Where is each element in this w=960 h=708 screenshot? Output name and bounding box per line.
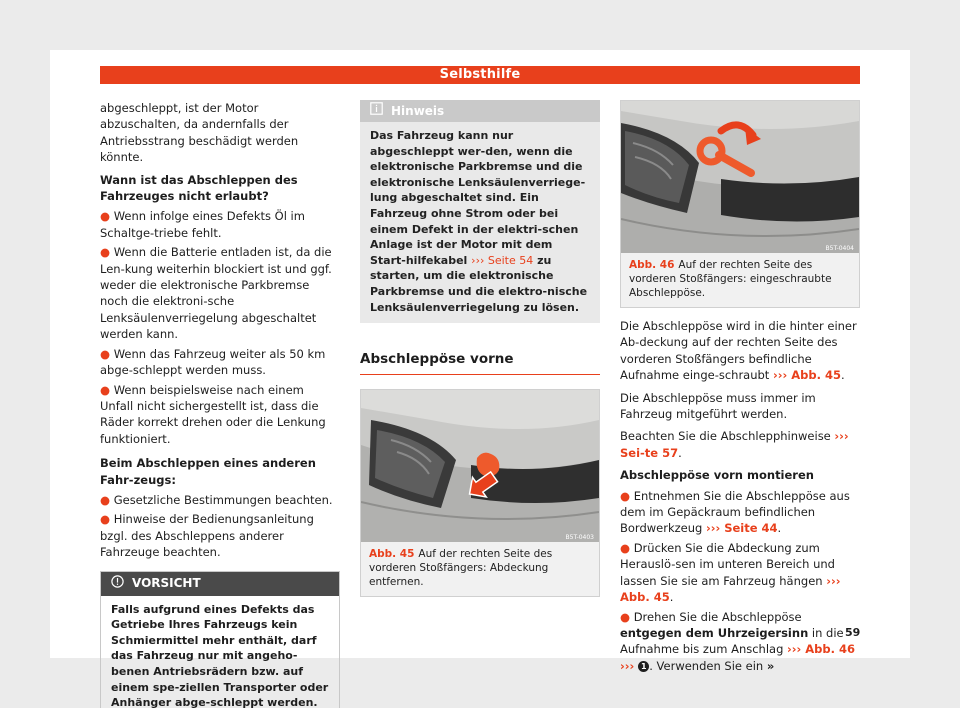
note-header xyxy=(360,100,600,122)
bullet-icon: ● xyxy=(620,540,634,555)
page-reference-link[interactable]: ››› Sei-te 57 xyxy=(620,429,849,460)
towing-eye-illustration xyxy=(621,101,859,253)
subheading: Abschleppöse vorn montieren xyxy=(620,468,814,483)
figure-label: Abb. 45 xyxy=(369,547,415,560)
warning-circle-icon xyxy=(111,575,124,592)
callout-reference-link[interactable]: ››› 1 xyxy=(620,659,649,673)
list-item: ● Wenn beispielsweise nach einem Unfall nicht sichergestellt ist, dass die Räder korrekt drehen oder die Lenkung funktioniert. xyxy=(100,382,326,446)
callout-1-icon: 1 xyxy=(638,661,649,672)
section-title: Abschleppöse vorne xyxy=(360,351,600,374)
list-item: ● Wenn die Batterie entladen ist, da die Len-kung weiterhin blockiert ist und ggf. weder die elektronische Parkbremse noch die elektroni-sche Lenksäulenverriegelung abgeschaltet werden kann. xyxy=(100,245,332,342)
figure-reference-link[interactable]: ››› Abb. 46 xyxy=(787,642,856,657)
bullet-icon: ● xyxy=(100,492,114,507)
figure-45 xyxy=(360,389,600,597)
note-box xyxy=(360,100,600,323)
bullet-icon: ● xyxy=(620,488,634,503)
paragraph: Die Abschleppöse wird in die hinter einer Ab-deckung auf der rechten Seite des vorderen Stoßfängers befindliche Aufnahme einge-schraubt ››› Abb. 45. xyxy=(620,319,857,383)
bullet-icon: ● xyxy=(100,209,114,224)
figure-code: B5T-0403 xyxy=(565,533,594,541)
list-item: ● Entnehmen Sie die Abschleppöse aus dem im Gepäckraum befindlichen Bordwerkzeug ››› Seite 44. xyxy=(620,488,850,536)
caution-text: Falls aufgrund eines Defekts das Getriebe Ihres Fahrzeugs kein Schmiermittel mehr enthält, darf das Fahrzeug nur mit angeho-benen Antriebsrädern bzw. auf einem spe-ziellen Transporter oder Anhänger abge-schleppt werden. xyxy=(111,602,329,708)
list-item: ● Wenn infolge eines Defekts Öl im Schaltge-triebe fehlt. xyxy=(100,209,305,240)
paragraph: abgeschleppt, ist der Motor abzuschalten, da andernfalls der Antriebsstrang beschädigt werden könnte. xyxy=(100,101,299,165)
bullet-icon: ● xyxy=(100,382,114,397)
list-item: ● Hinweise der Bedienungsanleitung bzgl. des Abschleppens anderer Fahrzeuge beachten. xyxy=(100,512,314,560)
bullet-icon: ● xyxy=(100,512,114,527)
caution-box xyxy=(100,571,340,708)
figure-caption: Abb. 46 Auf der rechten Seite des vorderen Stoßfängers: eingeschraubte Abschleppöse. xyxy=(629,259,832,299)
page-number: 59 xyxy=(845,626,861,639)
caution-title: VORSICHT xyxy=(132,576,201,591)
page-reference-link[interactable]: ››› Seite 44 xyxy=(705,521,778,536)
subheading: Beim Abschleppen eines anderen Fahr-zeugs: xyxy=(100,456,316,487)
bullet-icon: ● xyxy=(100,245,114,260)
list-item: ● Drücken Sie die Abdeckung zum Herauslö-sen im unteren Bereich und lassen Sie sie am Fahrzeug hängen ››› Abb. 45. xyxy=(620,540,841,605)
list-item: ● Drehen Sie die Abschleppöse entgegen dem Uhrzeigersinn in die Aufnahme bis zum Anschlag ››› Abb. 46 ››› 1 . Verwenden Sie ein » xyxy=(620,609,856,673)
figure-reference-link[interactable]: ››› Abb. 45 xyxy=(772,368,841,383)
bullet-icon: ● xyxy=(620,609,634,624)
figure-reference-link[interactable]: ››› Abb. 45 xyxy=(620,573,841,605)
figure-caption: Abb. 45 Auf der rechten Seite des vorderen Stoßfängers: Abdeckung entfernen. xyxy=(369,547,553,588)
page-reference-link[interactable]: ››› Seite 54 xyxy=(471,253,534,267)
paragraph: Die Abschleppöse muss immer im Fahrzeug mitgeführt werden. xyxy=(620,390,816,422)
list-item: ● Wenn das Fahrzeug weiter als 50 km abge-schleppt werden muss. xyxy=(100,346,326,378)
column-middle xyxy=(360,100,600,597)
chapter-header: Selbsthilfe xyxy=(100,66,860,84)
subheading: Wann ist das Abschleppen des Fahrzeuges nicht erlaubt? xyxy=(100,172,298,204)
bullet-icon: ● xyxy=(100,346,114,361)
column-right xyxy=(620,100,860,677)
caution-header xyxy=(101,572,339,596)
figure-code: B5T-0404 xyxy=(825,245,854,252)
info-icon xyxy=(370,102,383,119)
figure-46 xyxy=(620,100,860,308)
column-left xyxy=(100,100,340,708)
note-title: Hinweis xyxy=(391,103,445,118)
continue-arrow-icon: » xyxy=(766,658,775,673)
bumper-cover-illustration xyxy=(361,390,599,542)
figure-label: Abb. 46 xyxy=(629,259,675,271)
list-item: ● Gesetzliche Bestimmungen beachten. xyxy=(100,492,333,507)
note-text: Das Fahrzeug kann nur abgeschleppt wer-den, wenn die elektronische Parkbremse und die elektronische Lenksäulenverriege-lung abgeschaltet sind. Ein Fahrzeug ohne Strom oder bei einem Defekt in der elektri-schen Anlage ist der Motor mit dem Start-hilfekabel ››› Seite 54 zu starten, um die elektronische Parkbremse und die elektro-nische Lenksäulenverriegelung zu lösen. xyxy=(370,129,588,314)
paragraph: Beachten Sie die Abschlepphinweise ››› Sei-te 57. xyxy=(620,429,849,460)
